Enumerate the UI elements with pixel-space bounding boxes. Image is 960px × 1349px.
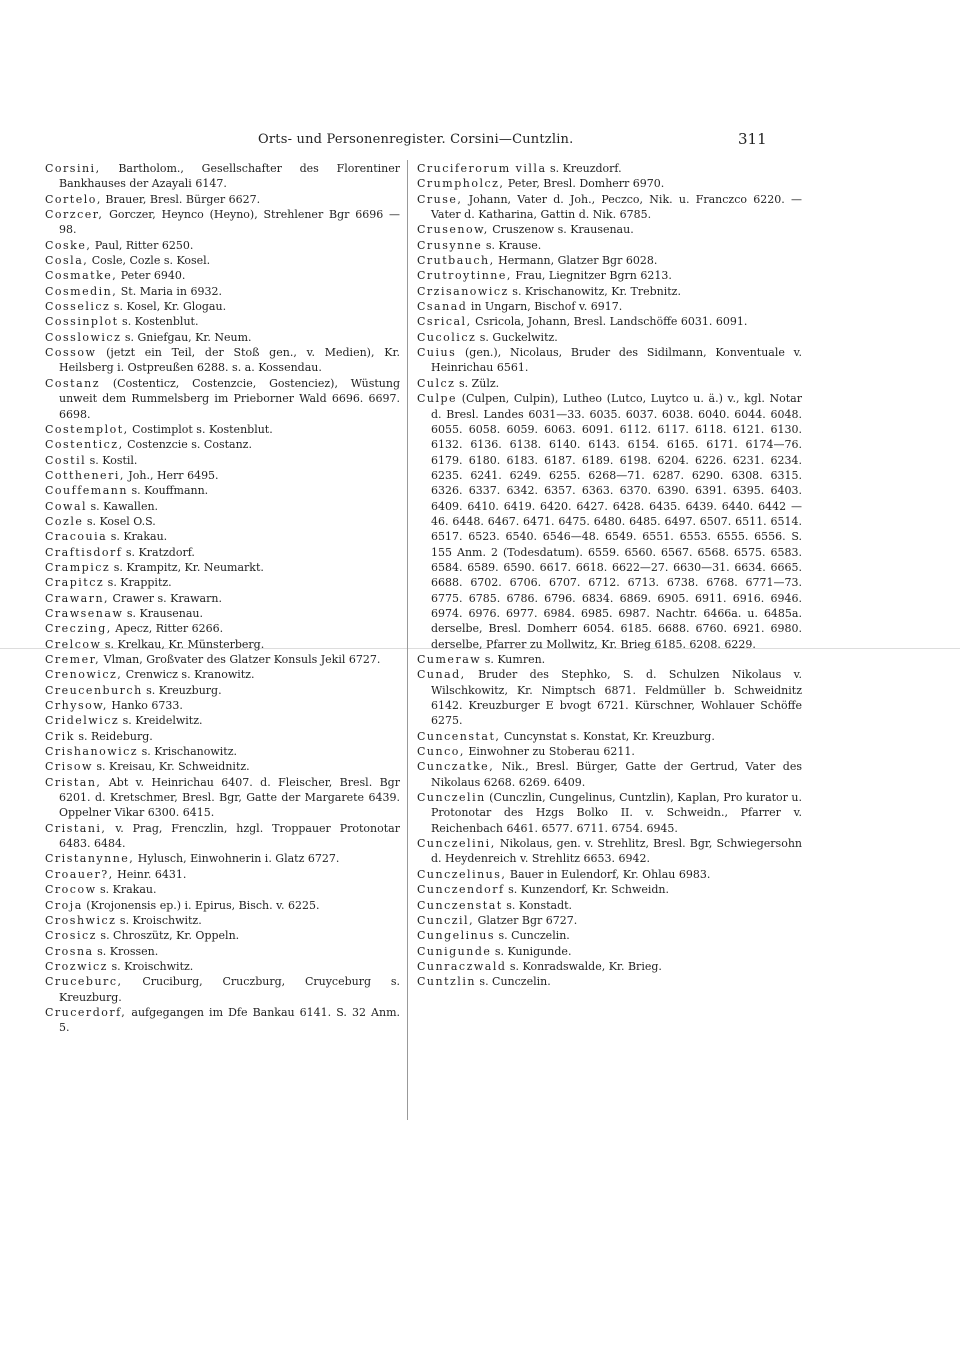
register-entry [417, 161, 802, 176]
entry-headword: Cosslowicz [45, 330, 122, 344]
entry-headword: Crosna [45, 944, 94, 958]
entry-text: Frau, Liegnitzer Bgrn 6213. [515, 269, 672, 283]
entry-headword: Cucolicz [417, 330, 477, 344]
register-entry [417, 974, 802, 989]
register-entry [45, 545, 400, 560]
entry-headword: Cunczil, [417, 913, 475, 927]
entry-text: s. Krelkau, Kr. Münsterberg. [104, 637, 265, 651]
entry-text: Paul, Ritter 6250. [94, 238, 194, 252]
entry-headword: Cungelinus [417, 929, 495, 943]
entry-headword: Crumpholcz, [417, 177, 505, 191]
entry-headword: Costil [45, 453, 87, 467]
entry-headword: Creucenburch [45, 683, 143, 697]
entry-text: Joh., Herr 6495. [128, 468, 219, 482]
entry-text: s. Chroszütz, Kr. Oppeln. [100, 929, 240, 943]
register-entry [45, 898, 400, 913]
entry-text: Hylusch, Einwohnerin i. Glatz 6727. [137, 852, 340, 866]
register-entry [417, 667, 802, 728]
entry-headword: Cuntzlin [417, 975, 476, 989]
entry-headword: Crutroytinne, [417, 269, 512, 283]
entry-headword: Cunczelin [417, 791, 486, 805]
entry-text: Peter 6940. [120, 269, 186, 283]
entry-headword: Crucerdorf, [45, 1005, 127, 1019]
entry-headword: Crishanowicz [45, 745, 139, 759]
register-entry [45, 161, 400, 192]
entry-text: s. Krampitz, Kr. Neumarkt. [113, 560, 264, 574]
page-number: 311 [738, 130, 767, 148]
register-entry [417, 330, 802, 345]
entry-headword: Cowal [45, 499, 88, 513]
register-entry [45, 698, 400, 713]
entry-headword: Crhysow, [45, 699, 108, 713]
entry-headword: Crik [45, 729, 75, 743]
entry-headword: Cuncenstat, [417, 729, 501, 743]
entry-headword: Cristani, [45, 821, 107, 835]
entry-text: Nikolaus, gen. v. Strehlitz, Bresl. Bgr, Schwiegersohn d. Heydenreich v. Strehlitz 6653. 6942. [431, 837, 802, 866]
register-entry [45, 729, 400, 744]
register-entry [45, 959, 400, 974]
entry-text: Cosle, Cozle s. Kosel. [91, 254, 211, 268]
register-entry [417, 744, 802, 759]
entry-headword: Craftisdorf [45, 545, 123, 559]
entry-headword: Crutbauch, [417, 254, 495, 268]
register-entry [417, 652, 802, 667]
entry-headword: Couffemann [45, 484, 128, 498]
register-entry [45, 238, 400, 253]
entry-text: Nik., Bresl. Bürger, Gatte der Gertrud, Vater des Nikolaus 6268. 6269. 6409. [431, 760, 802, 789]
register-entry [45, 422, 400, 437]
entry-headword: Croja [45, 898, 83, 912]
entry-headword: Corzcer, [45, 208, 104, 222]
entry-text: s. Krausenau. [126, 606, 204, 620]
entry-headword: Cruceburc, [45, 975, 123, 989]
register-entry [45, 284, 400, 299]
register-entry [45, 821, 400, 852]
entry-headword: Cozle [45, 514, 84, 528]
entry-headword: Costemplot, [45, 422, 129, 436]
register-entry [45, 192, 400, 207]
entry-text: Hanko 6733. [111, 699, 183, 713]
register-entry [45, 468, 400, 483]
entry-text: s. Konstadt. [506, 898, 573, 912]
entry-text: Brauer, Bresl. Bürger 6627. [105, 192, 261, 206]
entry-text: s. Gniefgau, Kr. Neum. [124, 330, 252, 344]
register-entry [45, 560, 400, 575]
entry-headword: Crisow [45, 760, 93, 774]
entry-text: Hermann, Glatzer Bgr 6028. [498, 254, 658, 268]
register-entry [45, 744, 400, 759]
entry-headword: Cremer, [45, 653, 101, 666]
entry-headword: Cunad, [417, 668, 466, 682]
entry-headword: Corsini, [45, 162, 101, 175]
entry-headword: Crapitcz [45, 576, 105, 590]
register-entry [417, 759, 802, 790]
register-entry [417, 284, 802, 299]
entry-text: s. Kawallen. [90, 499, 159, 513]
entry-text: s. Krossen. [97, 944, 159, 958]
register-entry [45, 683, 400, 698]
left-column [45, 161, 400, 1036]
entry-text: s. Krause. [485, 238, 542, 252]
entry-text: Einwohner zu Stoberau 6211. [468, 745, 635, 759]
register-entry [45, 652, 400, 667]
register-entry [45, 253, 400, 268]
entry-headword: Crusynne [417, 238, 483, 252]
entry-text: Heinr. 6431. [117, 867, 187, 881]
entry-headword: Csanad [417, 300, 468, 314]
entry-text: s. Krakau. [100, 883, 157, 897]
entry-text: Glatzer Bgr 6727. [477, 913, 578, 927]
entry-headword: Cristanynne, [45, 852, 135, 866]
register-entry [45, 775, 400, 821]
entry-text: s. Kreuzburg. [146, 683, 222, 697]
entry-text: (Costenticz, Costenzcie, Gostenciez), Wüstung unweit dem Rummelsberg im Prieborner Wald 6696. 6697. 6698. [59, 376, 400, 421]
entry-text: (Cunczlin, Cungelinus, Cuntzlin), Kaplan, Pro kurator u. Protonotar des Hzgs Bolko II. v. Schweidn., Pfarrer v. Reichenbach 6461. 6577. 6711. 6754. 6945. [431, 791, 803, 835]
entry-headword: Cunczelinus, [417, 867, 507, 881]
entry-headword: Crocow [45, 883, 97, 897]
entry-text: s. Cunczelin. [498, 929, 570, 943]
register-entry [417, 959, 802, 974]
register-entry [45, 330, 400, 345]
entry-text: St. Maria in 6932. [120, 284, 222, 298]
register-entry [45, 851, 400, 866]
entry-text: Bruder des Stephko, S. d. Schulzen Nikolaus v. Wilschkowitz, Kr. Nimptsch 6871. Feldmüller b. Schweidnitz 6142. Kreuzburger E bvogt 6721. Kürschner, Wohlauer Schöffe 6275. [431, 668, 802, 728]
entry-text: s. Krappitz. [107, 576, 172, 590]
register-entry [417, 192, 802, 223]
entry-headword: Crenowicz, [45, 668, 123, 682]
entry-text: Bartholom., Gesellschafter des Florentiner Bankhauses der Azayali 6147. [59, 162, 401, 191]
register-entry [417, 790, 802, 836]
entry-headword: Cunczelini, [417, 837, 496, 851]
register-entry [417, 867, 802, 882]
entry-text: s. Kreisau, Kr. Schweidnitz. [96, 760, 250, 774]
entry-text: Bauer in Eulendorf, Kr. Ohlau 6983. [509, 867, 711, 881]
entry-text: s. Kroischwitz. [119, 913, 202, 927]
entry-text: Johann, Vater d. Joh., Peczco, Nik. u. Franczco 6220. — Vater d. Katharina, Gattin d. Nik. 6785. [431, 192, 802, 222]
entry-text: Csricola, Johann, Bresl. Landschöffe 6031. 6091. [475, 315, 748, 329]
entry-text: s. Kosel, Kr. Glogau. [113, 300, 227, 314]
register-entry [417, 913, 802, 928]
register-entry [45, 1005, 400, 1036]
register-entry [417, 836, 802, 867]
entry-text: s. Kroischwitz. [111, 959, 194, 973]
register-entry [45, 268, 400, 283]
entry-headword: Crelcow [45, 637, 102, 651]
entry-headword: Cortelo, [45, 192, 102, 206]
entry-headword: Costenticz, [45, 438, 124, 452]
register-entry [45, 314, 400, 329]
register-entry [45, 867, 400, 882]
register-entry [45, 299, 400, 314]
register-entry [45, 913, 400, 928]
entry-headword: Crzisanowicz [417, 284, 509, 298]
register-entry [45, 882, 400, 897]
entry-text: s. Cunczelin. [479, 975, 551, 989]
entry-text: Costimplot s. Kostenblut. [132, 422, 273, 436]
entry-headword: Csrical, [417, 315, 472, 329]
register-entry [45, 483, 400, 498]
entry-text: s. Kreuzdorf. [550, 162, 622, 175]
entry-text: s. Kostil. [89, 453, 138, 467]
entry-headword: Cruse, [417, 192, 463, 206]
entry-text: aufgegangen im Dfe Bankau 6141. S. 32 Anm. 5. [59, 1005, 401, 1035]
register-entry [45, 499, 400, 514]
entry-headword: Cunco, [417, 745, 465, 759]
register-entry [45, 713, 400, 728]
entry-text: Crawer s. Krawarn. [112, 591, 222, 605]
register-entry [45, 453, 400, 468]
register-entry [45, 591, 400, 606]
register-entry [417, 391, 802, 652]
entry-text: s. Krischanowitz. [141, 745, 238, 759]
entry-headword: Crosicz [45, 929, 97, 943]
entry-headword: Cunigunde [417, 944, 492, 958]
register-entry [45, 575, 400, 590]
entry-headword: Cuius [417, 346, 457, 360]
entry-headword: Crawarn, [45, 591, 110, 605]
entry-headword: Cosla, [45, 254, 89, 268]
entry-text: s. Kosel O.S. [86, 514, 156, 528]
entry-text: Peter, Bresl. Domherr 6970. [507, 177, 665, 191]
entry-headword: Cracouia [45, 530, 108, 544]
entry-text: Cruszenow s. Krausenau. [492, 223, 634, 237]
entry-headword: Cosselicz [45, 300, 111, 314]
entry-text: s. Kreidelwitz. [122, 714, 203, 728]
entry-text: v. Prag, Frenczlin, hzgl. Troppauer Protonotar 6483. 6484. [59, 821, 400, 851]
column-divider [407, 160, 408, 1120]
register-entry [45, 759, 400, 774]
register-entry [417, 898, 802, 913]
register-entry [417, 176, 802, 191]
entry-headword: Crawsenaw [45, 606, 124, 620]
register-entry [417, 345, 802, 376]
entry-text: Abt v. Heinrichau 6407. d. Fleischer, Bresl. Bgr 6201. d. Kretschmer, Bresl. Bgr, Gatte der Margarete 6439. Oppelner Vikar 6300. 6415. [59, 775, 400, 820]
entry-headword: Culcz [417, 376, 456, 390]
register-entry [417, 882, 802, 897]
entry-text: (Culpen, Culpin), Lutheo (Lutco, Luytco u. ä.) v., kgl. Notar d. Bresl. Landes 6031—33. 6035. 6037. 6038. 6040. 6044. 6048. 6055. 6058. 6059. 6063. 6091. 6112. 6117. 6118. 6121. 6130. 6132. 6136. 6138. 6140. 6143. 6154. 6165. 6171. 6174—76. 6179. 6180. 6183. 6187. 6189. 6198. 6204. 6226. 6231. 6234. 6235. 6241. 6249. 6255. 6268—71. 6287. 6290. 6308. 6315. 6326. 6337. 6342. 6357. 6363. 6370. 6390. 6391. 6395. 6403. 6409. 6410. 6419. 6420. 6427. 6428. 6435. 6439. 6440. 6442 —46. 6448. 6467. 6471. 6475. 6480. 6485. 6497. 6507. 6511. 6514. 6517. 6523. 6540. 6546—48. 6549. 6551. 6553. 6555. 6556. S. 155 Anm. 2 (Todesdatum). 6559. 6560. 6567. 6568. 6575. 6583. 6584. 6589. 6590. 6617. 6618. 6622—27. 6630—31. 6634. 6665. 6688. 6702. 6706. 6707. 6712. 6713. 6738. 6768. 6771—73. 6775. 6785. 6786. 6796. 6834. 6869. 6905. 6911. 6916. 6946. 6974. 6976. 6977. 6984. 6985. 6987. Nachtr. 6466a. u. 6485a. derselbe, Bresl. Domherr 6054. 6185. 6688. 6760. 6921. 6980. derselbe, Pfarrer zu Mollwitz, Kr. Brieg 6185. 6208. 6229. [431, 392, 802, 651]
entry-headword: Crusenow, [417, 223, 489, 237]
entry-headword: Cunczendorf [417, 883, 505, 897]
register-entry [45, 667, 400, 682]
entry-headword: Culpe [417, 392, 458, 406]
entry-text: Vlman, Großvater des Glatzer Konsuls Jekil 6727. [103, 653, 381, 666]
entry-text: Costenzcie s. Costanz. [127, 438, 252, 452]
register-entry [417, 928, 802, 943]
register-entry [45, 514, 400, 529]
register-entry [417, 299, 802, 314]
entry-headword: Crozwicz [45, 959, 108, 973]
entry-text: s. Kouffmann. [131, 484, 209, 498]
entry-headword: Cumeraw [417, 653, 482, 666]
entry-text: s. Zülz. [458, 376, 500, 390]
entry-text: (gen.), Nicolaus, Bruder des Sidilmann, Konventuale v. Heinrichau 6561. [431, 346, 803, 375]
register-entry [417, 944, 802, 959]
register-entry [45, 637, 400, 652]
entry-headword: Coske, [45, 238, 92, 252]
entry-text: s. Kunzendorf, Kr. Schweidn. [508, 883, 670, 897]
register-entry [45, 376, 400, 422]
entry-headword: Cunraczwald [417, 959, 507, 973]
register-entry [417, 253, 802, 268]
running-title: Orts- und Personenregister. Corsini—Cuntzlin. [258, 132, 574, 147]
entry-text: s. Kostenblut. [122, 315, 199, 329]
entry-headword: Creczing, [45, 622, 112, 636]
register-entry [45, 207, 400, 238]
entry-headword: Cunczenstat [417, 898, 503, 912]
entry-text: s. Kratzdorf. [125, 545, 195, 559]
entry-headword: Cruciferorum villa [417, 162, 547, 175]
entry-headword: Croauer?, [45, 867, 114, 881]
entry-headword: Costanz [45, 376, 101, 390]
entry-headword: Croshwicz [45, 913, 117, 927]
entry-text: (Krojonensis ep.) i. Epirus, Bisch. v. 6225. [86, 898, 320, 912]
entry-headword: Cunczatke, [417, 760, 495, 774]
register-entry [45, 529, 400, 544]
register-entry [417, 268, 802, 283]
entry-headword: Cristan, [45, 775, 102, 789]
register-entry [45, 974, 400, 1005]
entry-text: Cruciburg, Cruczburg, Cruyceburg s. Kreuzburg. [59, 975, 400, 1004]
page-header [0, 130, 960, 150]
right-column [417, 161, 802, 990]
entry-headword: Cossinplot [45, 315, 119, 329]
register-entry [45, 606, 400, 621]
entry-text: Gorczer, Heynco (Heyno), Strehlener Bgr 6696 —98. [59, 208, 401, 237]
entry-text: s. Kunigunde. [494, 944, 572, 958]
register-entry [45, 437, 400, 452]
entry-text: s. Reideburg. [78, 729, 153, 743]
entry-text: s. Guckelwitz. [479, 330, 558, 344]
entry-text: in Ungarn, Bischof v. 6917. [470, 300, 623, 314]
register-entry [417, 729, 802, 744]
register-entry [417, 376, 802, 391]
entry-text: Apecz, Ritter 6266. [115, 622, 224, 636]
register-entry [417, 314, 802, 329]
register-entry [45, 928, 400, 943]
register-entry [417, 238, 802, 253]
entry-text: Cuncynstat s. Konstat, Kr. Kreuzburg. [503, 729, 715, 743]
entry-headword: Cottheneri, [45, 468, 125, 482]
register-entry [417, 222, 802, 237]
entry-text: s. Krakau. [110, 530, 168, 544]
entry-headword: Cridelwicz [45, 714, 120, 728]
register-entry [45, 944, 400, 959]
entry-text: (jetzt ein Teil, der Stoß gen., v. Medien), Kr. Heilsberg i. Ostpreußen 6288. s. a. Kossendau. [59, 346, 400, 375]
entry-headword: Crampicz [45, 560, 111, 574]
entry-headword: Cosmatke, [45, 269, 118, 283]
entry-text: s. Kumren. [484, 653, 546, 666]
entry-text: s. Krischanowitz, Kr. Trebnitz. [512, 284, 681, 298]
entry-headword: Cosmedin, [45, 284, 118, 298]
entry-headword: Cossow [45, 346, 97, 360]
register-entry [45, 345, 400, 376]
entry-text: Crenwicz s. Kranowitz. [125, 668, 255, 682]
entry-text: s. Konradswalde, Kr. Brieg. [509, 959, 662, 973]
register-entry [45, 621, 400, 636]
